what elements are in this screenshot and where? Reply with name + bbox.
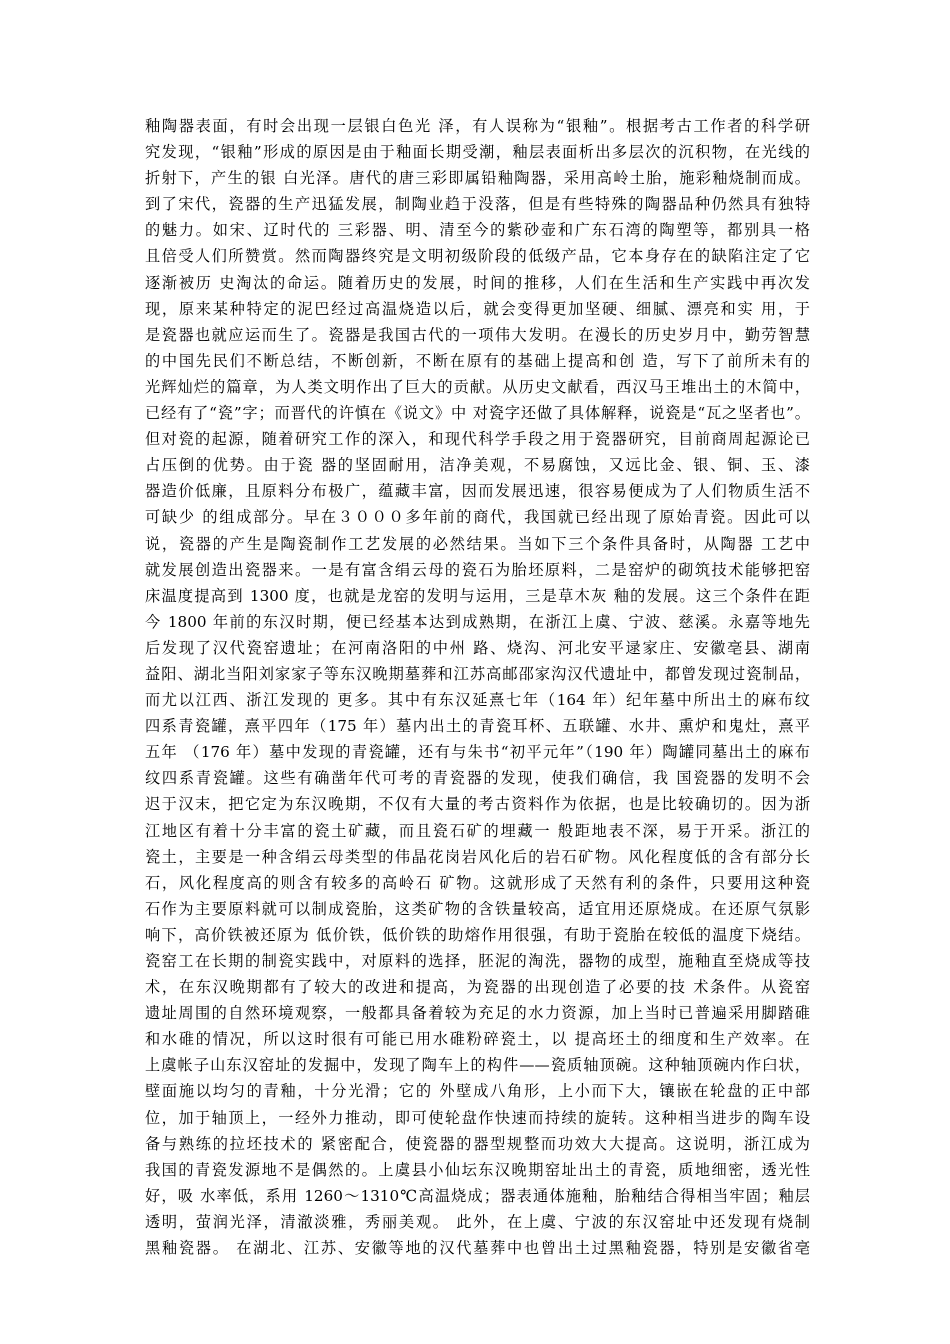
text-line: 益阳、湖北当阳刘家家子等东汉晚期墓葬和江苏高邮邵家沟汉代遗址中，都曾发现过瓷制品， xyxy=(145,664,810,683)
text-line: 床温度提高到 1300 度，也就是龙窑的发明与运用，三是草木灰 釉的发展。这三个条件在距 xyxy=(145,586,810,605)
text-line: 后发现了汉代瓷窑遗址；在河南洛阳的中州 路、烧沟、河北安平逯家庄、安徽亳县、湖南 xyxy=(145,638,810,657)
text-line: 光辉灿烂的篇章，为人类文明作出了巨大的贡献。从历史文献看，西汉马王堆出土的木简中， xyxy=(145,377,810,396)
text-line: 现，原来某种特定的泥巴经过高温烧造以后，就会变得更加坚硬、细腻、漂亮和实 用，于 xyxy=(145,299,810,318)
text-line: 黑釉瓷器。 在湖北、江苏、安徽等地的汉代墓葬中也曾出土过黑釉瓷器，特别是安徽省亳 xyxy=(145,1239,810,1258)
text-line: 而尤以江西、浙江发现的 更多。其中有东汉延熹七年（164 年）纪年墓中所出土的麻布纹 xyxy=(145,691,810,710)
text-line: 石作为主要原料就可以制成瓷胎，这类矿物的含铁量较高，适宜用还原烧成。在还原气氛影 xyxy=(145,899,810,918)
text-line: 到了宋代，瓷器的生产迅猛发展，制陶业趋于没落，但是有些特殊的陶器品种仍然具有独特 xyxy=(145,195,810,214)
text-line: 透明，萤润光泽，清澈淡雅，秀丽美观。 此外，在上虞、宁波的东汉窑址中还发现有烧制 xyxy=(145,1212,810,1231)
text-line: 已经有了“瓷”字；而晋代的许慎在《说文》中 对瓷字还做了具体解释，说瓷是“瓦之坚者也”。 xyxy=(145,404,810,423)
text-line: 器造价低廉，且原料分布极广，蕴藏丰富，因而发展迅速，很容易便成为了人们物质生活不 xyxy=(145,482,810,501)
text-line: 折射下，产生的银 白光泽。唐代的唐三彩即属铅釉陶器，采用高岭土胎，施彩釉烧制而成。 xyxy=(145,169,810,188)
text-line: 遗址周围的自然环境观察，一般都具备着较为充足的水力资源，加上当时已普遍采用脚踏碓 xyxy=(145,1004,810,1023)
text-line: 今 1800 年前的东汉时期，便已经基本达到成熟期，在浙江上虞、宁波、慈溪。永嘉等地先 xyxy=(145,612,810,631)
text-line: 好，吸 水率低，系用 1260～1310℃高温烧成；器表通体施釉，胎釉结合得相当牢固；釉层 xyxy=(145,1186,810,1205)
text-line: 纹四系青瓷罐。这些有确凿年代可考的青瓷器的发现，使我们确信，我 国瓷器的发明不会 xyxy=(145,769,810,788)
text-line: 就发展创造出瓷器来。一是有富含绢云母的瓷石为胎坯原料，二是窑炉的砌筑技术能够把窑 xyxy=(145,560,810,579)
text-line: 江地区有着十分丰富的瓷土矿藏，而且瓷石矿的埋藏一 般距地表不深，易于开采。浙江的 xyxy=(145,821,810,840)
text-line: 壁面施以均匀的青釉，十分光滑；它的 外壁成八角形，上小而下大，镶嵌在轮盘的正中部 xyxy=(145,1082,810,1101)
text-line: 五年 （176 年）墓中发现的青瓷罐，还有与朱书“初平元年”（190 年）陶罐同墓出土的麻布 xyxy=(145,743,810,762)
text-line: 釉陶器表面，有时会出现一层银白色光 泽，有人误称为“银釉”。根据考古工作者的科学研 xyxy=(145,117,810,135)
text-line: 说，瓷器的产生是陶瓷制作工艺发展的必然结果。当如下三个条件具备时，从陶器 工艺中 xyxy=(145,534,810,553)
text-line: 瓷窑工在长期的制瓷实践中，对原料的选择，胚泥的淘洗，器物的成型，施釉直至烧成等技 xyxy=(145,952,810,970)
text-line: 上虞帐子山东汉窑址的发掘中，发现了陶车上的构件——瓷质轴顶碗。这种轴顶碗内作臼状， xyxy=(145,1056,810,1075)
text-line: 响下，高价铁被还原为 低价铁，低价铁的助熔作用很强，有助于瓷胎在较低的温度下烧结。 xyxy=(145,925,810,944)
text-line: 究发现，“银釉”形成的原因是由于釉面长期受潮，釉层表面析出多层次的沉积物，在光线的 xyxy=(145,143,810,162)
text-line: 我国的青瓷发源地不是偶然的。上虞县小仙坛东汉晚期窑址出土的青瓷，质地细密，透光性 xyxy=(145,1160,810,1179)
text-line: 瓷土，主要是一种含绢云母类型的伟晶花岗岩风化后的岩石矿物。风化程度低的含有部分长 xyxy=(145,847,810,866)
text-line: 术，在东汉晚期都有了较大的改进和提高，为瓷器的出现创造了必要的技 术条件。从瓷窑 xyxy=(145,978,810,997)
text-line: 四系青瓷罐，熹平四年（175 年）墓内出土的青瓷耳杯、五联罐、水井、熏炉和鬼灶，熹平 xyxy=(145,717,810,736)
body-text xyxy=(145,113,810,1261)
text-line: 和水碓的情况，所以这时很有可能已用水碓粉碎瓷土，以 提高坯土的细度和生产效率。在 xyxy=(145,1030,810,1049)
text-line: 石，风化程度高的则含有较多的高岭石 矿物。这就形成了天然有利的条件，只要用这种瓷 xyxy=(145,873,810,892)
text-line: 的中国先民们不断总结，不断创新，不断在原有的基础上提高和创 造，写下了前所未有的 xyxy=(145,351,810,370)
text-line: 备与熟练的拉坯技术的 紧密配合，使瓷器的器型规整而功效大大提高。这说明，浙江成为 xyxy=(145,1134,810,1153)
text-line: 可缺少 的组成部分。早在３０００多年前的商代，我国就已经出现了原始青瓷。因此可以 xyxy=(145,508,810,527)
text-line: 占压倒的优势。由于瓷 器的坚固耐用，洁净美观，不易腐蚀，又远比金、银、铜、玉、漆 xyxy=(145,456,810,475)
text-line: 逐渐被历 史淘汰的命运。随着历史的发展，时间的推移，人们在生活和生产实践中再次发 xyxy=(145,273,810,292)
text-line: 的魅力。如宋、辽时代的 三彩器、明、清至今的紫砂壶和广东石湾的陶塑等，都别具一格 xyxy=(145,221,810,240)
text-line: 且倍受人们所赞赏。然而陶器终究是文明初级阶段的低级产品，它本身存在的缺陷注定了它 xyxy=(145,247,810,266)
text-line: 迟于汉末，把它定为东汉晚期，不仅有大量的考古资料作为依据，也是比较确切的。因为浙 xyxy=(145,795,810,814)
text-line: 但对瓷的起源，随着研究工作的深入，和现代科学手段之用于瓷器研究，目前商周起源论已 xyxy=(145,430,810,449)
text-line: 位，加于轴顶上，一经外力推动，即可使轮盘作快速而持续的旋转。这种相当进步的陶车设 xyxy=(145,1108,810,1127)
text-line: 是瓷器也就应运而生了。瓷器是我国古代的一项伟大发明。在漫长的历史岁月中，勤劳智慧 xyxy=(145,325,810,344)
